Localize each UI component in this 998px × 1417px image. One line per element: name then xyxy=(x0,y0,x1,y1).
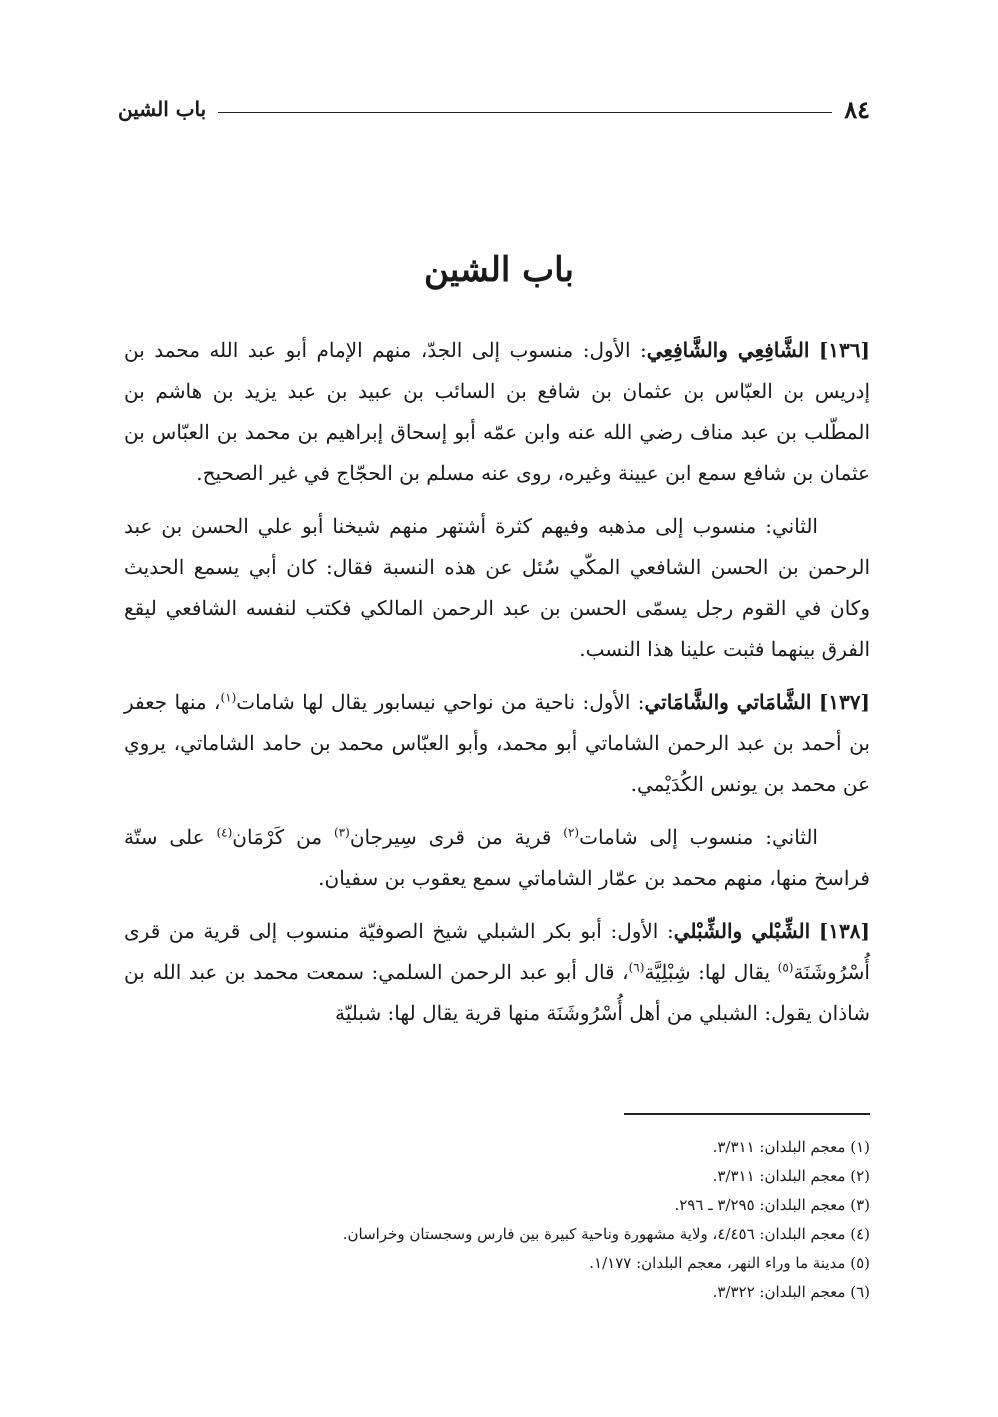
entry-137-second-text-c: من كَرْمَان xyxy=(232,825,334,849)
entry-138-text: : الأول: أبو بكر الشبلي شيخ الصوفيّة منسوب إلى قرية من قرى أُسْرُوشَنَة xyxy=(124,919,870,984)
entry-137-second-text-b: قرية من قرى سِيرجان xyxy=(349,825,564,849)
entry-138-text-b: يقال لها: شِبْلِيَّة xyxy=(644,960,778,984)
footnote-rule xyxy=(624,1113,870,1115)
page-number: ٨٤ xyxy=(844,94,870,124)
entry-136-heading: الشَّافِعِي والشَّافِعِي xyxy=(646,338,810,362)
entry-138-heading: الشِّبْلي والشِّبْلي xyxy=(673,919,811,943)
chapter-title: باب الشين xyxy=(424,250,574,290)
footnote-5: (٥) مدينة ما وراء النهر، معجم البلدان: ١/١٧٧. xyxy=(589,1254,870,1272)
footnote-ref-2[interactable]: (٢) xyxy=(563,825,580,840)
entry-137-number: [١٣٧] xyxy=(818,690,870,714)
entry-138-text-c: ، قال أبو عبد الرحمن السلمي: سمعت محمد بن عبد الله بن شاذان يقول: الشبلي من أهل أُسْرُوشَنَة منها قرية يقال لها: شبليّة xyxy=(124,960,870,1025)
running-title: باب الشين xyxy=(118,97,207,121)
entry-136-second: الثاني: منسوب إلى مذهبه وفيهم كثرة أشتهر منهم شيخنا أبو علي الحسن بن عبد الرحمن بن الحسن الشافعي المكّي سُئل عن هذه النسبة فقال: كان أبي يسمع الحديث وكان في القوم رجل يسمّى الحسن بن عبد الرحمن المالكي فكتب لنفسه الشافعي ليقع الفرق بينهما فثبت علينا هذا النسب. xyxy=(124,514,870,661)
entry-137-second-text-d: على ستّة فراسخ منها، منهم محمد بن عمّار الشاماتي سمع يعقوب بن سفيان. xyxy=(124,825,870,890)
footnote-1: (١) معجم البلدان: ٣/٣١١. xyxy=(712,1138,870,1156)
entry-137 xyxy=(124,682,870,805)
entry-136-number: [١٣٦] xyxy=(818,338,870,362)
footnote-ref-5[interactable]: (٥) xyxy=(777,960,794,975)
entry-138 xyxy=(124,911,870,1034)
footnote-4: (٤) معجم البلدان: ٤/٤٥٦، ولاية مشهورة وناحية كبيرة بين فارس وسجستان وخراسان. xyxy=(342,1225,870,1243)
entry-137-heading: الشَّامَاتي والشَّامَاتي xyxy=(644,690,812,714)
entry-136-text: : الأول: منسوب إلى الجدّ، منهم الإمام أبو عبد الله محمد بن إدريس بن العبّاس بن عثمان بن شافع بن السائب بن عبيد بن عبد يزيد بن هاشم بن المطّلب بن عبد مناف رضي الله عنه وابن عمّه أبو إسحاق إبراهيم بن محمد بن العبّاس بن عثمان بن شافع سمع ابن عيينة وغيره، روى عنه مسلم بن الحجّاج في غير الصحيح. xyxy=(124,338,870,485)
footnote-ref-1[interactable]: (١) xyxy=(220,690,237,705)
header-rule xyxy=(218,112,832,113)
entry-137-second xyxy=(124,817,870,899)
entry-137-second-text: الثاني: منسوب إلى شامات xyxy=(579,825,818,849)
entry-136 xyxy=(124,330,870,494)
footnote-ref-3[interactable]: (٣) xyxy=(333,825,350,840)
footnote-2: (٢) معجم البلدان: ٣/٣١١. xyxy=(712,1167,870,1185)
footnote-ref-6[interactable]: (٦) xyxy=(628,960,645,975)
entry-137-text: : الأول: ناحية من نواحي نيسابور يقال لها شامات xyxy=(236,690,645,714)
running-header xyxy=(118,92,870,126)
footnote-3: (٣) معجم البلدان: ٣/٢٩٥ ـ ٢٩٦. xyxy=(674,1196,870,1214)
entry-137-text-cont: ، منها جعفر بن أحمد بن عبد الرحمن الشاماتي أبو محمد، وأبو العبّاس محمد بن حامد الشاماتي، يروي عن محمد بن يونس الكُدَيْمي. xyxy=(124,690,870,796)
main-text xyxy=(124,330,870,1046)
entry-138-number: [١٣٨] xyxy=(818,919,870,943)
footnote-ref-4[interactable]: (٤) xyxy=(216,825,233,840)
footnotes xyxy=(124,1133,870,1307)
footnote-6: (٦) معجم البلدان: ٣/٣٢٢. xyxy=(712,1283,870,1301)
